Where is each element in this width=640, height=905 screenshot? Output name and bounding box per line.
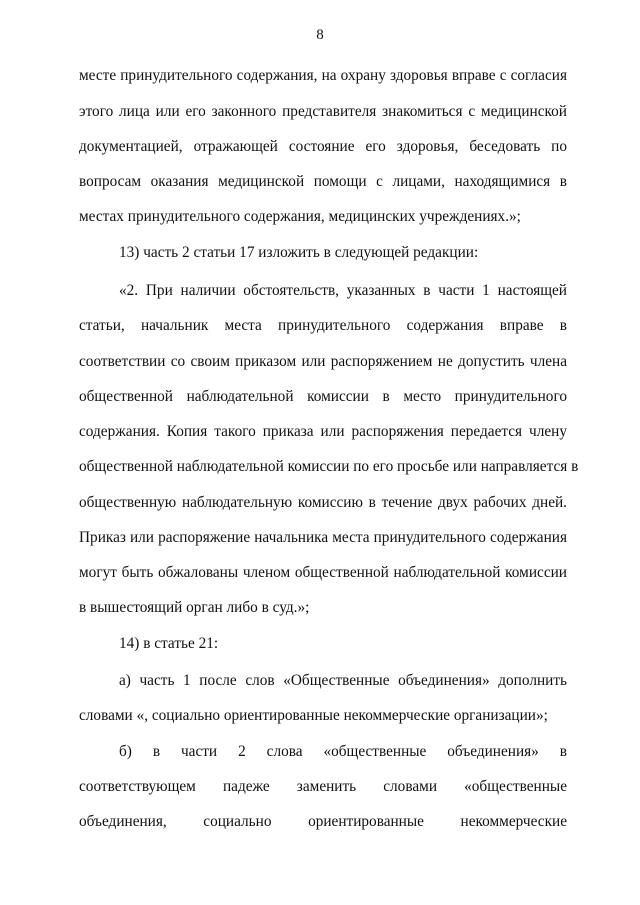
text-line: местах принудительного содержания, медицинских учреждениях.»; [79, 208, 521, 225]
text-line: 13) часть 2 статьи 17 изложить в следующей редакции: [119, 244, 479, 261]
text-line: а) часть 1 после слов «Общественные объединения» дополнить [119, 672, 567, 689]
text-line: соответствии со своим приказом или распоряжением не допустить члена [79, 353, 567, 370]
text-line: общественную наблюдательную комиссию в течение двух рабочих дней. [79, 494, 567, 511]
text-line: б) в части 2 слова «общественные объединения» в [119, 743, 567, 760]
text-line: документацией, отражающей состояние его здоровья, беседовать по [79, 138, 567, 155]
text-line: этого лица или его законного представителя знакомиться с медицинской [79, 103, 567, 120]
text-line: общественной наблюдательной комиссии в место принудительного [79, 388, 567, 405]
text-line: соответствующем падеже заменить словами «общественные [79, 778, 567, 795]
text-line: Приказ или распоряжение начальника места принудительного содержания [79, 529, 567, 546]
page-number: 8 [316, 27, 324, 43]
text-line: месте принудительного содержания, на охрану здоровья вправе с согласия [79, 67, 567, 84]
text-line: в вышестоящий орган либо в суд.»; [79, 599, 310, 616]
text-line: могут быть обжалованы членом общественной наблюдательной комиссии [79, 564, 567, 581]
text-line: объединения, социально ориентированные некоммерческие [79, 813, 567, 830]
text-line: 14) в статье 21: [119, 635, 219, 652]
text-line: статьи, начальник места принудительного содержания вправе в [79, 317, 567, 334]
text-line: словами «, социально ориентированные некоммерческие организации»; [79, 707, 548, 724]
text-line: «2. При наличии обстоятельств, указанных в части 1 настоящей [119, 282, 567, 299]
text-line: вопросам оказания медицинской помощи с лицами, находящимися в [79, 173, 567, 190]
text-line: содержания. Копия такого приказа или распоряжения передается члену [79, 423, 567, 440]
text-line: общественной наблюдательной комиссии по его просьбе или направляется в [79, 458, 579, 475]
